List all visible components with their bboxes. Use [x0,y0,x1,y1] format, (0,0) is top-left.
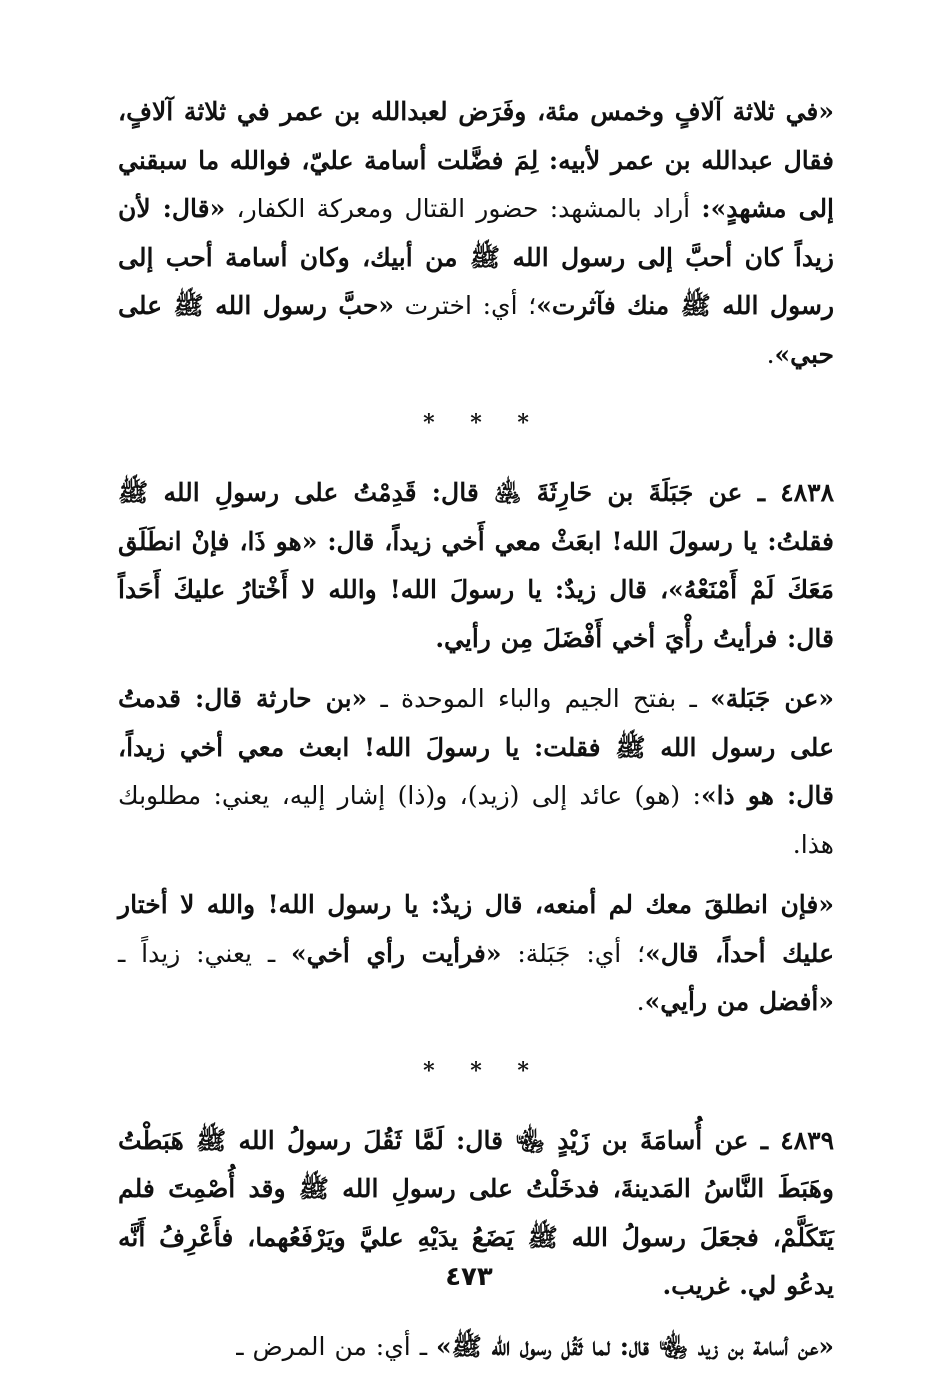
commentary-quote: «بن حارثة قال: قدمتُ على رسول الله ﷺ فقلت: يا رسولَ الله! ابعث معي أخي زيداً، قال: هو ذا» [118,684,835,810]
commentary-text: أي: اخترت [404,291,518,320]
commentary-quote: «عن أسامة بن زيد ﵄ قال: لما ثَقُل رسول الله ﷺ» [435,1331,834,1361]
commentary-quote: «في ثلاثة آلافٍ وخمس مئة، وفَرَض لعبدالله بن عمر في ثلاثة آلافٍ، [118,97,834,126]
commentary-text: ـ أي: من المرض ـ [236,1331,436,1361]
commentary-quote: «أفضل من رأيي» [644,987,834,1016]
page-number: ٤٧٣ [445,1262,493,1292]
punctuation: . [766,339,775,369]
commentary-text: أراد بالمشهد: حضور القتال ومعركة الكفار، [236,194,691,223]
punctuation: . [636,987,645,1016]
section-divider: * * * [423,1057,543,1084]
hadith-4839: ٤٨٣٩ ـ عن أُسامَةَ بن زَيْدٍ ﵄ قال: لَمَّا ثَقُلَ رسولُ الله ﷺ هَبَطْتُ وهَبَطَ النَّاسُ المَدينةَ، فدخَلْتُ على رسولِ الله ﷺ وقد أُصْمِتَ فلم يَتَكَلَّمْ، فجعَلَ رسولُ الله ﷺ يَضَعُ يدَيْهِ عليَّ ويَرْفَعُهما، فأَعْرِفُ أَنَّه يدعُو لي. غريب. [118,1125,834,1300]
commentary-quote: «فإن انطلقَ معك لم أمنعه، قال زيدٌ: يا رسول الله! والله لا أختار عليك أحداً، قال» [118,890,834,968]
commentary-text: ـ بفتح الجيم والباء الموحدة ـ [367,684,711,713]
section-divider: * * * [423,410,543,436]
commentary-text: : (هو) عائد إلى (زيد)، و(ذا) إشار إليه، يعني: مطلوبك هذا. [118,781,834,859]
commentary-text: ـ يعني: زيداً ـ [118,938,291,968]
page-body [118,88,834,1371]
punctuation: ؛ [528,291,537,320]
commentary-paragraph [118,675,834,869]
commentary-quote: «حبَّ رسول الله ﷺ على حبي» [118,291,834,369]
commentary-paragraph [118,881,834,1027]
commentary-quote: «عن جَبَلة» [710,684,834,713]
hadith-4838: ٤٨٣٨ ـ عن جَبَلَةَ بن حَارِثَةَ ﵁ قال: قَدِمْتُ على رسولِ الله ﷺ فقلتُ: يا رسولَ الله! ابعَثْ معي أَخي زيداً، قال: «هو ذَا، فإنْ انطَلَق مَعَكَ لَمْ أَمْنَعْهُ»، قال زيدٌ: يا رسولَ الله! والله لا أَخْتارُ عليكَ أَحَداً قال: فرأيتُ رأْيَ أخي أَفْضَلَ مِن رأيي. [118,478,834,653]
commentary-paragraph [118,1323,834,1372]
commentary-paragraph [118,88,834,379]
commentary-quote: «قال: لأن زيداً كان أحبَّ إلى رسول الله ﷺ من أبيك، وكان أسامة أحب إلى رسول الله ﷺ منك فآثرت» [118,194,835,320]
commentary-quote: فقال عبدالله بن عمر لأبيه: لِمَ فضَّلت أسامة عليّ، فوالله ما سبقني إلى مشهدٍ»: [118,145,835,223]
commentary-quote: «فرأيت رأي أخي» [291,938,502,968]
commentary-text: ؛ أي: جَبَلة: [501,938,646,968]
